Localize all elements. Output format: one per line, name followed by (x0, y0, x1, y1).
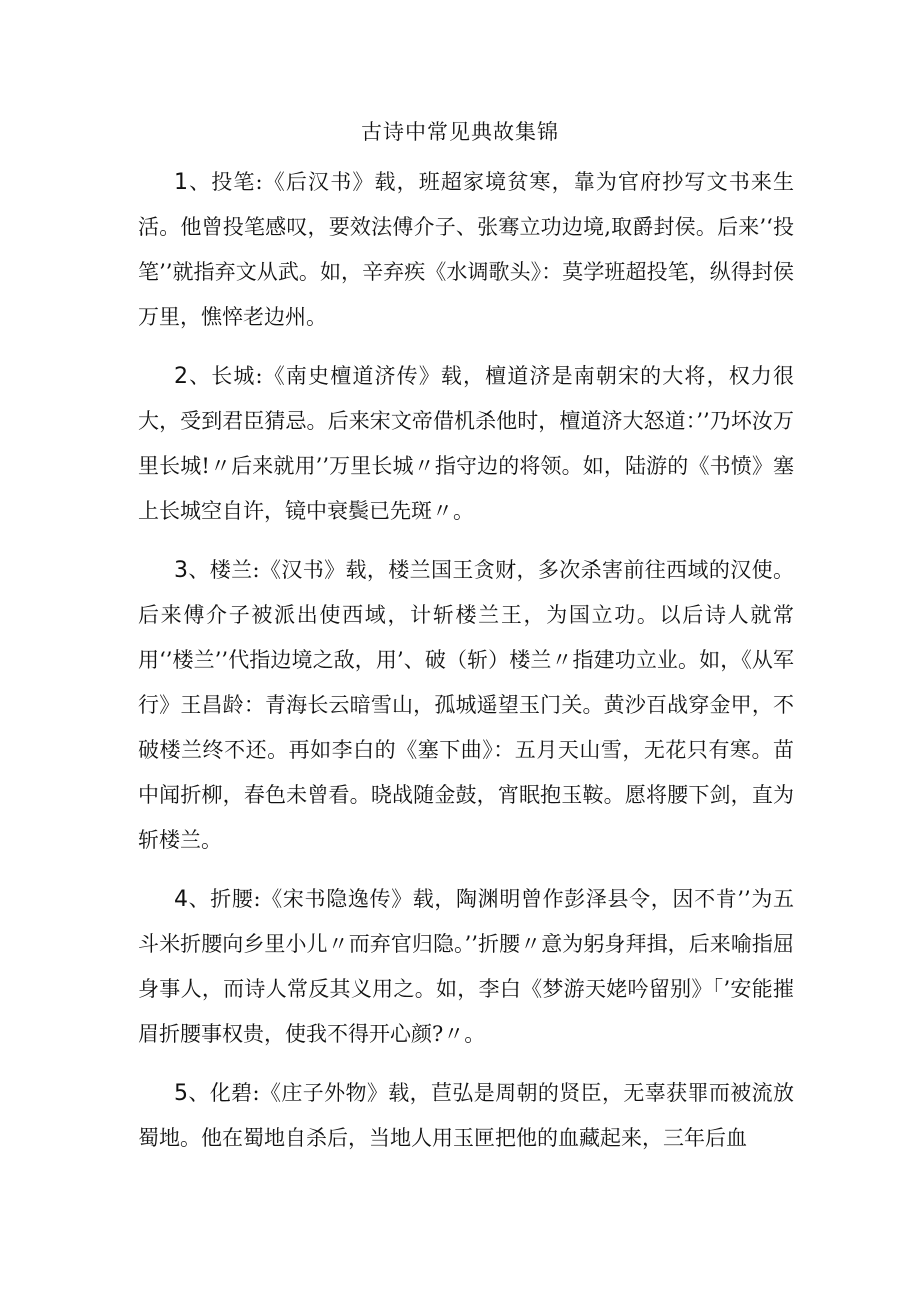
document-title: 古诗中常见典故集锦 (361, 120, 559, 144)
paragraph-3 (138, 548, 794, 863)
paragraph-text: 、楼兰:《汉书》载，楼兰国王贪财，多次杀害前往西域的汉使。后来傅介子被派出使西域，计斩楼兰王，为国立功。以后诗人就常用‘’楼兰’’代指边境之敌，用’、破（斩）楼兰〃指建功立业。如，《从军行》王昌龄：青海长云暗雪山，孤城遥望玉门关。黄沙百战穿金甲，不破楼兰终不还。再如李白的《塞下曲》：五月天山雪，无花只有寒。苗中闻折柳，春色未曾看。晓战随金鼓，宵眠抱玉鞍。愿将腰下剑，直为斩楼兰。 (138, 558, 794, 852)
paragraph-number: 3 (174, 558, 188, 583)
paragraph-4 (138, 877, 794, 1057)
paragraph-number: 4 (174, 887, 188, 912)
paragraph-number: 2 (174, 364, 188, 389)
paragraph-text: 、长城:《南史檀道济传》载，檀道济是南朝宋的大将，权力很大，受到君臣猜忌。后来宋文帝借机杀他时，檀道济大怒道：’’乃坏汝万里长城!〃后来就用’’万里长城〃指守边的将领。如，陆游的《书愤》塞上长城空自许，镜中衰鬓已先斑〃。 (138, 364, 794, 523)
paragraph-text: 、折腰:《宋书隐逸传》载，陶渊明曾作彭泽县令，因不肯’’为五斗米折腰向乡里小儿〃而弃官归隐。’’折腰〃意为躬身拜揖，后来喻指屈身事人，而诗人常反其义用之。如，李白《梦游天姥吟留别》「’安能摧眉折腰事权贵，使我不得开心颜?〃。 (138, 887, 794, 1046)
paragraph-number: 5 (174, 1081, 188, 1106)
paragraph-number: 1 (174, 170, 188, 195)
paragraph-1 (138, 160, 794, 340)
document-body (138, 160, 794, 1175)
paragraph-2 (138, 354, 794, 534)
paragraph-text: 、投笔:《后汉书》载，班超家境贫寒，靠为官府抄写文书来生活。他曾投笔感叹，要效法傅介子、张骞立功边境,取爵封侯。后来’‘投笔’’就指弃文从武。如，辛弃疾《水调歌头》：莫学班超投笔，纵得封侯万里，憔悴老边州。 (138, 170, 794, 329)
paragraph-text: 、化碧:《庄子外物》载，苣弘是周朝的贤臣，无辜获罪而被流放蜀地。他在蜀地自杀后，当地人用玉匣把他的血藏起来，三年后血 (138, 1081, 794, 1150)
paragraph-5 (138, 1071, 794, 1161)
